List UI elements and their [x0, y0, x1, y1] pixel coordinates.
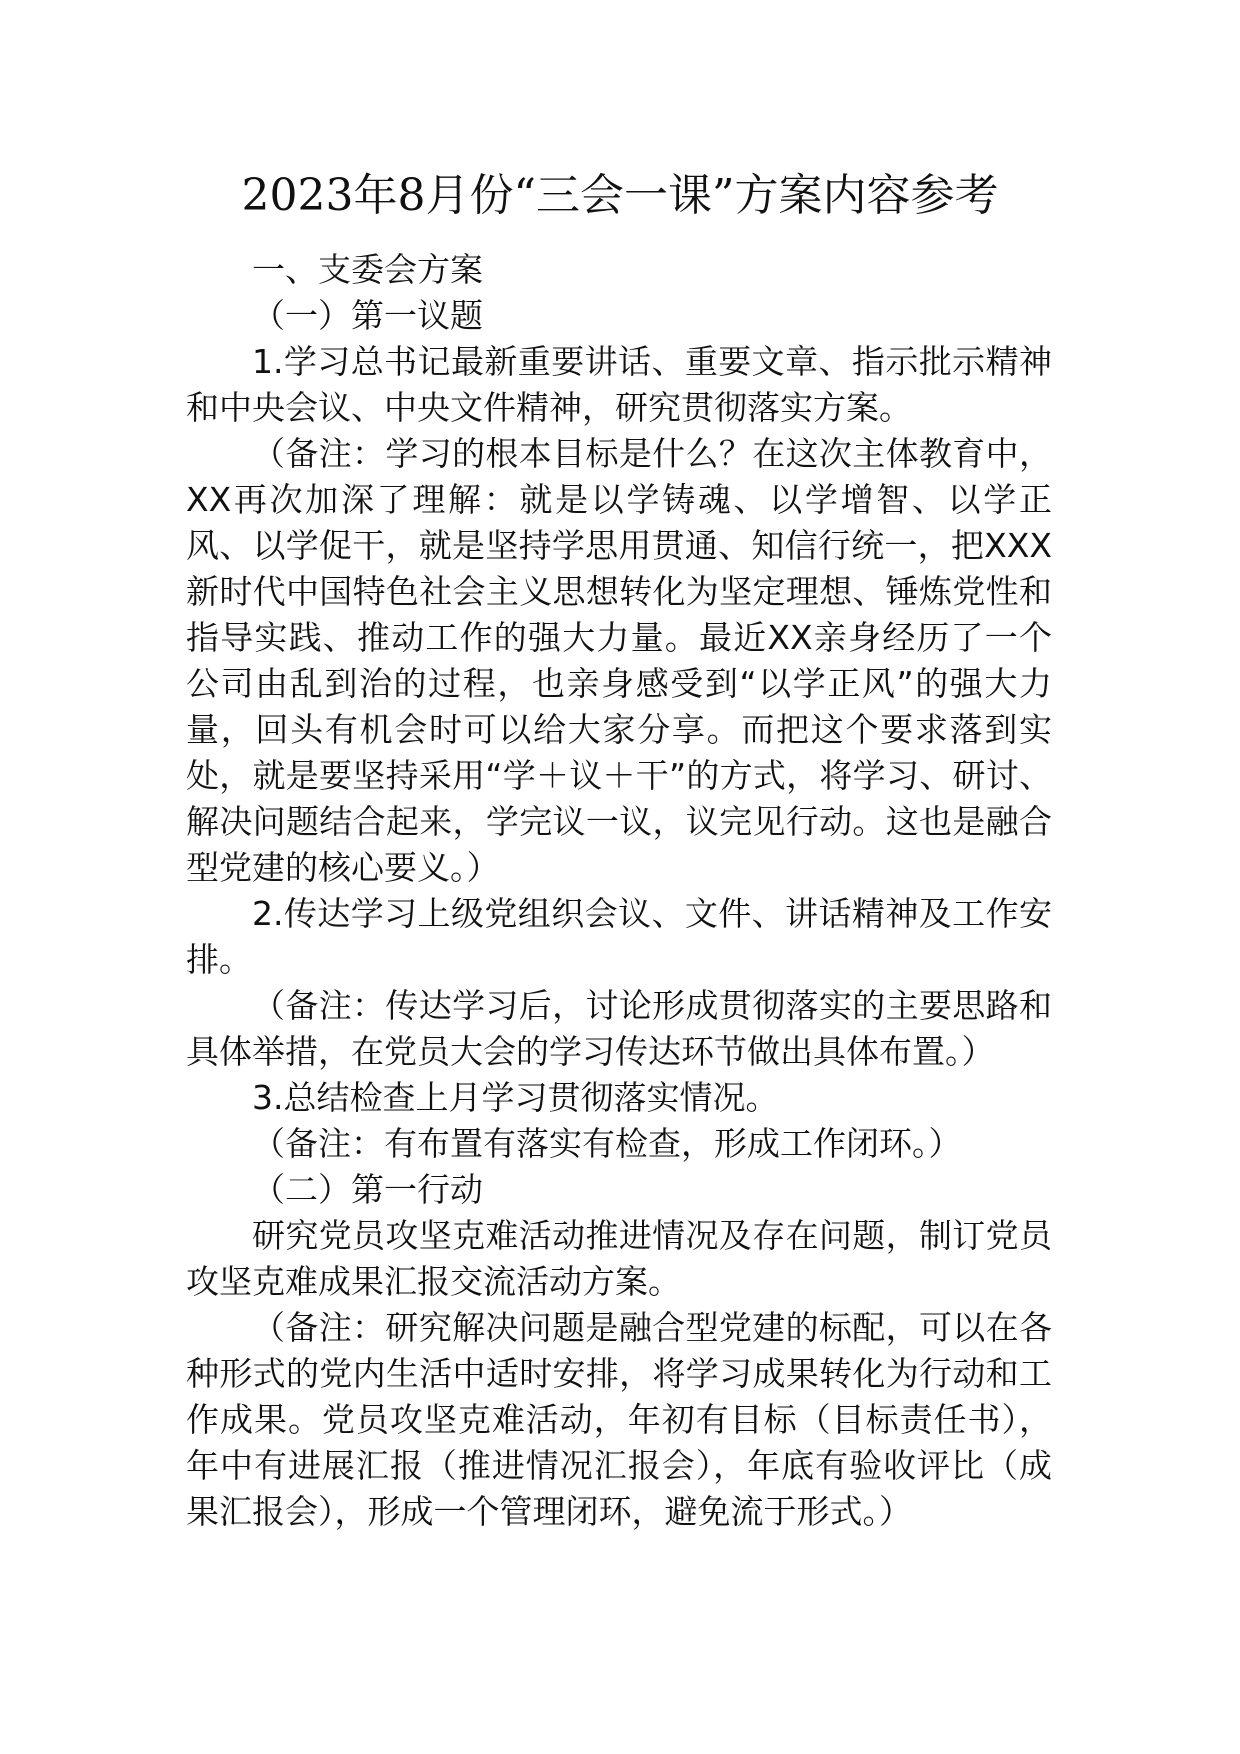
agenda-item: 1.学习总书记最新重要讲话、重要文章、指示批示精神和中央会议、中央文件精神，研究贯彻落实方案。	[186, 342, 1052, 427]
document-body	[186, 247, 1052, 1535]
agenda-item: 3.总结检查上月学习贯彻落实情况。	[252, 1078, 779, 1117]
agenda-item: 2.传达学习上级党组织会议、文件、讲话精神及工作安排。	[186, 894, 1052, 979]
subsection-heading: （二）第一行动	[252, 1170, 483, 1209]
section-heading: 一、支委会方案	[252, 250, 483, 289]
remark-paragraph: （备注：学习的根本目标是什么？在这次主体教育中，XX再次加深了理解：就是以学铸魂、以学增智、以学正风、以学促干，就是坚持学思用贯通、知信行统一，把XXX新时代中国特色社会主义思想转化为坚定理想、锤炼党性和指导实践、推动工作的强大力量。最近XX亲身经历了一个公司由乱到治的过程，也亲身感受到“以学正风”的强大力量，回头有机会时可以给大家分享。而把这个要求落到实处，就是要坚持采用“学＋议＋干”的方式，将学习、研讨、解决问题结合起来，学完议一议，议完见行动。这也是融合型党建的核心要义。）	[186, 434, 1052, 887]
subsection-heading: （一）第一议题	[252, 296, 483, 335]
remark-paragraph: （备注：有布置有落实有检查，形成工作闭环。）	[252, 1124, 962, 1163]
body-paragraph: 研究党员攻坚克难活动推进情况及存在问题，制订党员攻坚克难成果汇报交流活动方案。	[186, 1216, 1052, 1301]
remark-paragraph: （备注：传达学习后，讨论形成贯彻落实的主要思路和具体举措，在党员大会的学习传达环节做出具体布置。）	[186, 986, 1052, 1071]
remark-paragraph: （备注：研究解决问题是融合型党建的标配，可以在各种形式的党内生活中适时安排，将学习成果转化为行动和工作成果。党员攻坚克难活动，年初有目标（目标责任书），年中有进展汇报（推进情况汇报会），年底有验收评比（成果汇报会），形成一个管理闭环，避免流于形式。）	[186, 1308, 1052, 1531]
document-title: 2023年8月份“三会一课”方案内容参考	[241, 170, 999, 221]
